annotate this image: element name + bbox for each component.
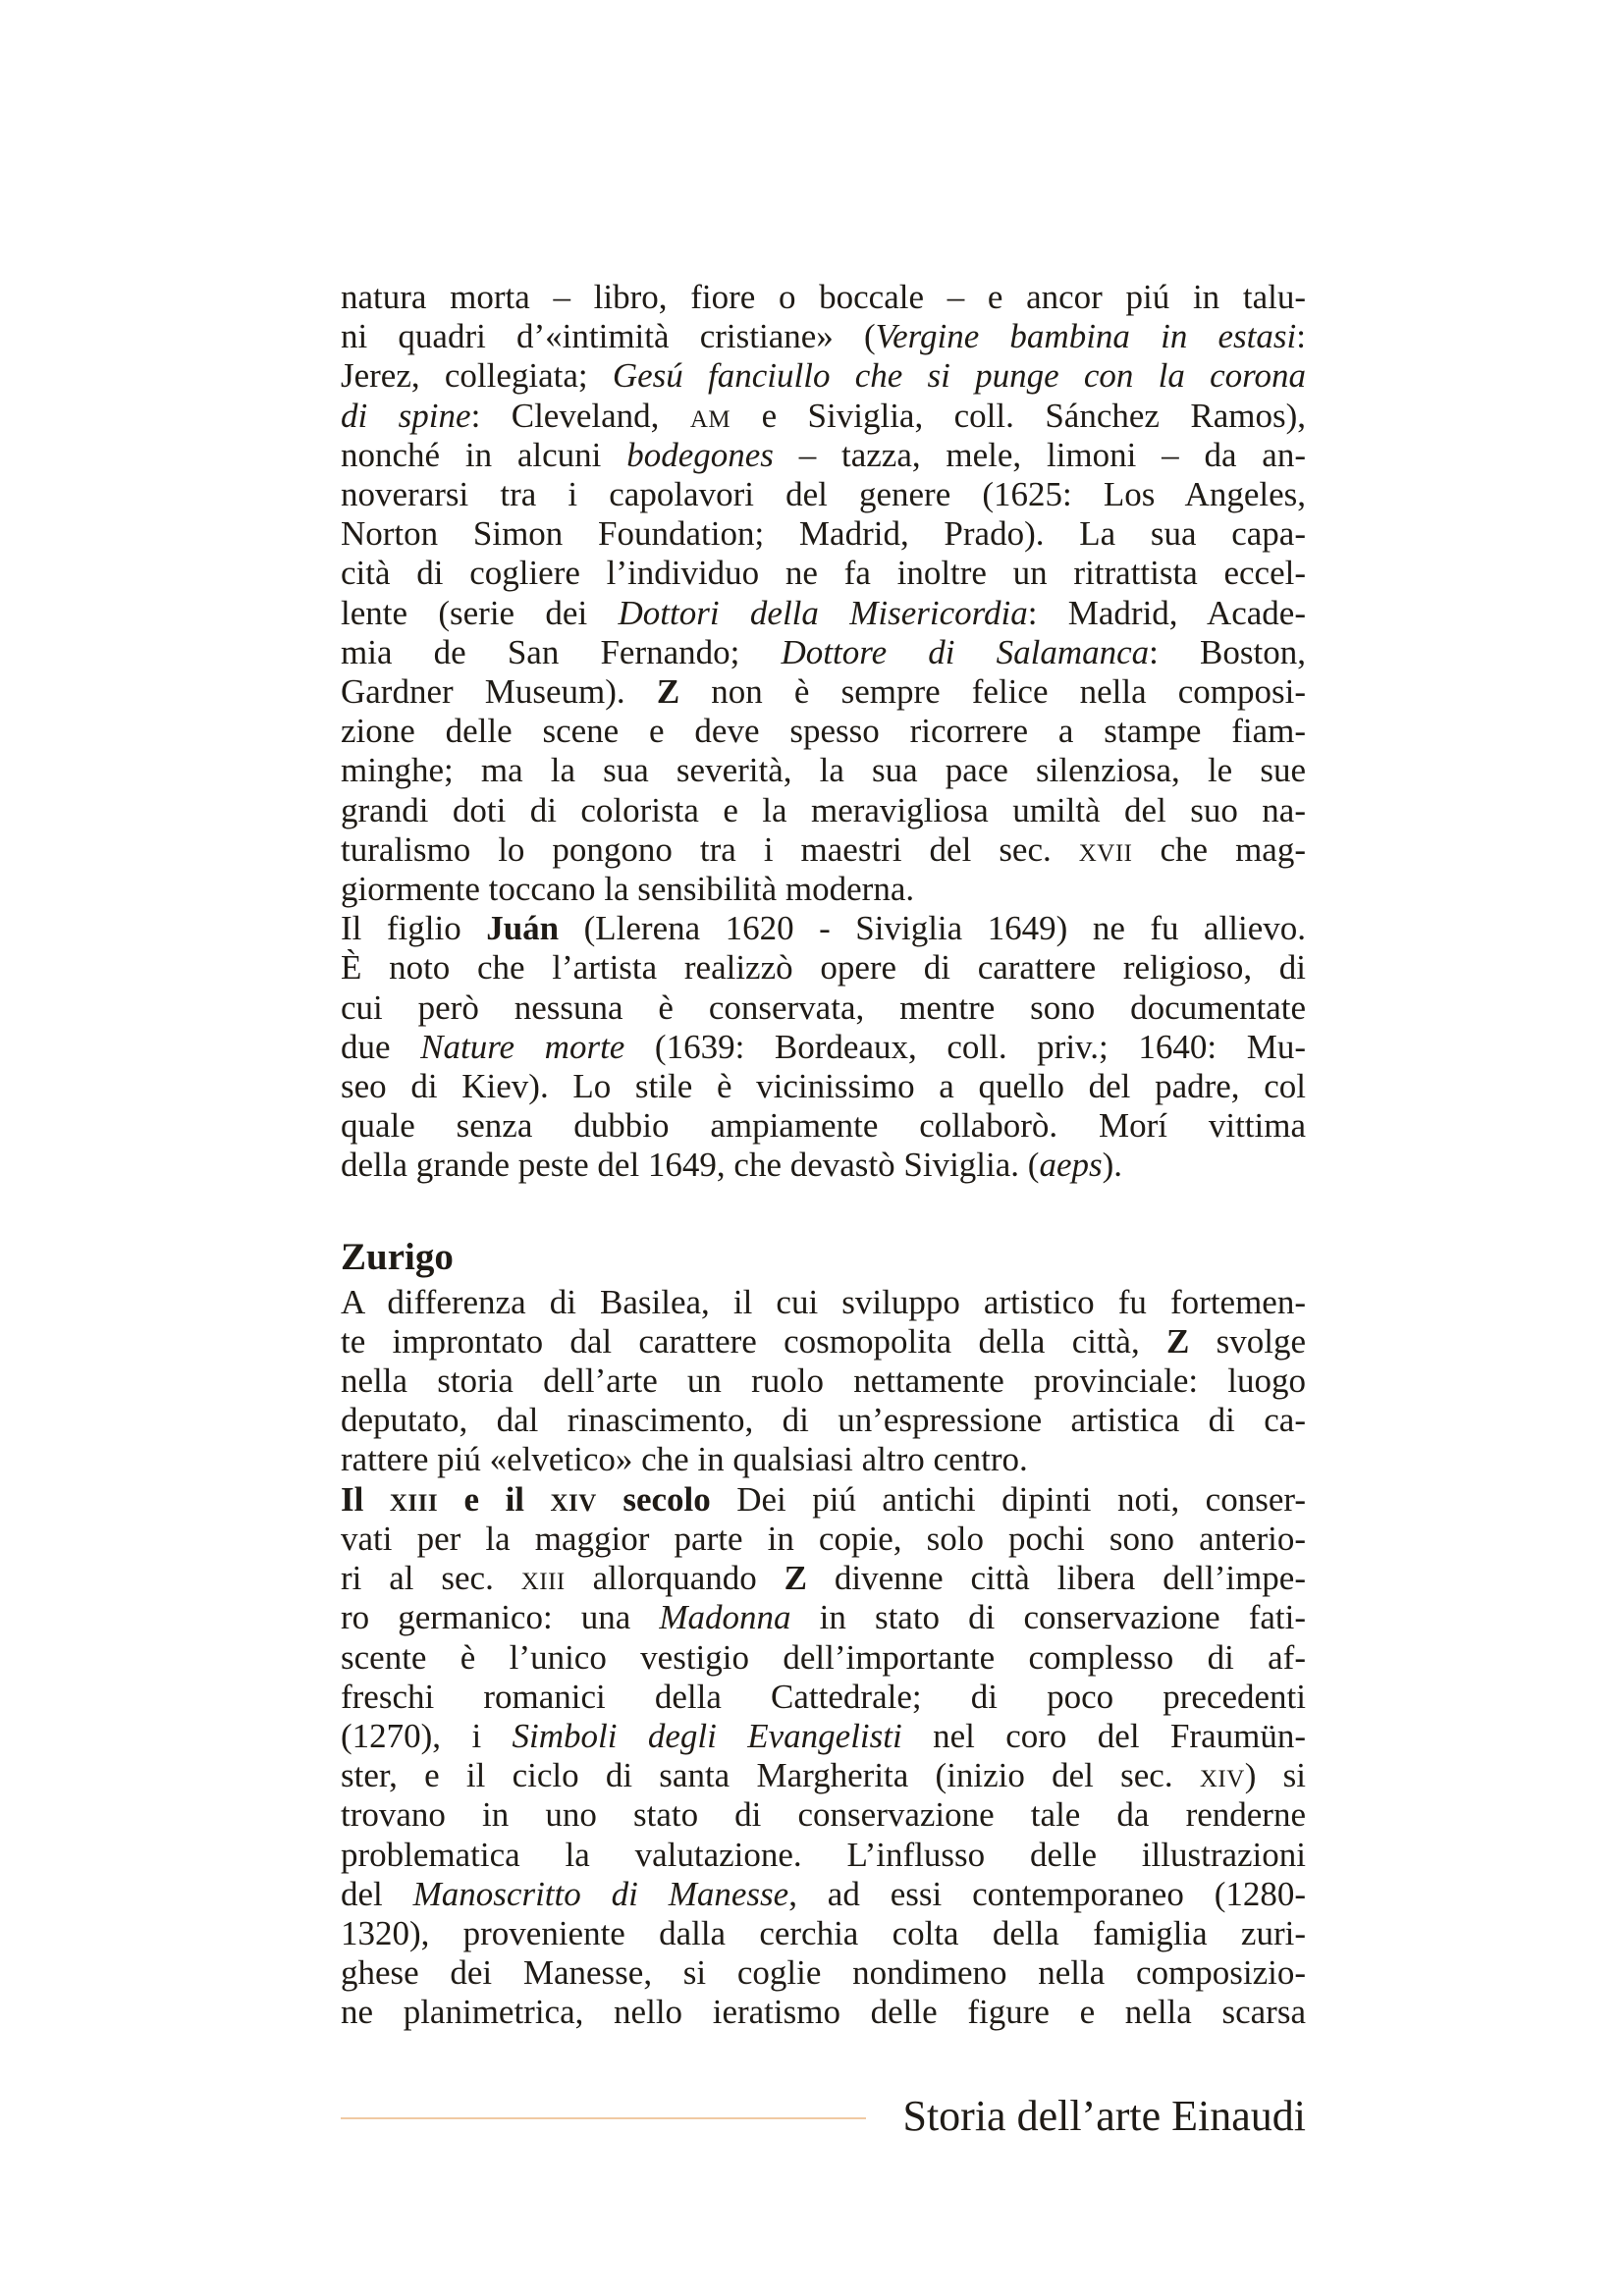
text-run: Il figlio [341, 909, 487, 948]
text-line [341, 1717, 1306, 1756]
text-run: ster, e il ciclo di santa Margherita (inizio del sec. [341, 1756, 1200, 1795]
text-line: scente è l’unico vestigio dell’importante complesso di af- [341, 1637, 1306, 1677]
museum-abbreviation: am [689, 396, 731, 435]
text-run: mia de San Fernando; [341, 632, 782, 671]
text-line: È noto che l’artista realizzò opere di carattere religioso, di [341, 948, 1306, 988]
author-initials: aeps [1039, 1146, 1103, 1185]
text-line: nella storia dell’arte un ruolo nettamente provinciale: luogo [341, 1362, 1306, 1401]
text-line [341, 633, 1306, 672]
text-run: del [341, 1874, 413, 1913]
entry-spacer [341, 1186, 1306, 1234]
text-line: cui però nessuna è conservata, mentre sono documentate [341, 988, 1306, 1027]
text-run: che mag- [1132, 829, 1306, 869]
text-line: cità di cogliere l’individuo ne fa inoltre un ritrattista eccel- [341, 554, 1306, 593]
text-line: giormente toccano la sensibilità moderna. [341, 870, 915, 909]
text-line: Norton Simon Foundation; Madrid, Prado). La sua capa- [341, 514, 1306, 554]
text-line [341, 594, 1306, 633]
text-line: freschi romanici della Cattedrale; di poco precedenti [341, 1677, 1306, 1716]
text-line: minghe; ma la sua severità, la sua pace silenziosa, le sue [341, 751, 1306, 790]
paragraph-juan [341, 909, 1306, 1185]
text-run: nonché in alcuni [341, 435, 627, 474]
text-run: non è sempre felice nella composi- [679, 672, 1306, 712]
text-run: (Llerena 1620 - Siviglia 1649) ne fu allievo. [559, 909, 1306, 948]
italic-term: bodegones [626, 435, 774, 474]
text-line: ne planimetrica, nello ieratismo delle figure e nella scarsa [341, 1993, 1306, 2032]
paragraph-zurbaran [341, 278, 1306, 909]
text-line [341, 1322, 1306, 1362]
text-line: noverarsi tra i capolavori del genere (1625: Los Angeles, [341, 475, 1306, 514]
text-line [341, 1480, 1306, 1520]
entry-zurigo [341, 1234, 1306, 2033]
text-run: due [341, 1027, 421, 1066]
artwork-title: Vergine bambina in estasi [875, 317, 1297, 356]
body-text [341, 278, 1306, 2033]
text-line [341, 1559, 1306, 1598]
artwork-title: Nature morte [420, 1027, 625, 1066]
text-line: trovano in uno stato di conservazione tale da renderne [341, 1795, 1306, 1835]
text-run: allorquando [565, 1559, 784, 1598]
text-line [341, 830, 1306, 870]
text-line [341, 397, 1306, 436]
text-run: Il [341, 1479, 390, 1519]
text-line [341, 1756, 1306, 1795]
text-line [341, 1028, 1306, 1067]
section-subheading [341, 1480, 711, 1519]
artwork-title: Manoscritto di Manesse [412, 1874, 789, 1913]
text-run: Gardner Museum). [341, 672, 657, 712]
text-run: ) si [1244, 1756, 1307, 1795]
century-numeral: xiii [520, 1559, 566, 1598]
text-run: : Cleveland, [470, 396, 690, 435]
text-run: turalismo lo pongono tra i maestri del sec. [341, 829, 1079, 869]
artwork-title: Madonna [659, 1598, 791, 1637]
text-line: grandi doti di colorista e la meravigliosa umiltà del suo na- [341, 790, 1306, 829]
century-numeral: xiv [550, 1479, 597, 1519]
entry-heading: Zurigo [341, 1235, 454, 1278]
artwork-title: Gesú fanciullo che si punge con la corona [612, 356, 1306, 396]
text-line: vati per la maggior parte in copie, solo pochi sono anterio- [341, 1519, 1306, 1558]
text-run: , ad essi contemporaneo (1280- [788, 1874, 1307, 1913]
person-name: Juán [486, 909, 560, 948]
artwork-title: Dottore di Salamanca [781, 632, 1150, 671]
text-line: ghese dei Manesse, si coglie nondimeno nella composizio- [341, 1953, 1306, 1993]
artwork-title: di spine [341, 396, 471, 435]
text-line [341, 317, 1306, 356]
text-run: e Siviglia, coll. Sánchez Ramos), [730, 396, 1306, 435]
century-numeral: xvii [1078, 829, 1133, 869]
text-run: ri al sec. [341, 1559, 521, 1598]
paragraph-intro [341, 1283, 1306, 1480]
artwork-title: Simboli degli Evangelisti [512, 1716, 902, 1755]
text-line: 1320), proveniente dalla cerchia colta della famiglia zuri- [341, 1913, 1306, 1952]
text-run: Jerez, collegiata; [341, 356, 613, 396]
text-run: – tazza, mele, limoni – da an- [773, 435, 1306, 474]
text-line [341, 1146, 1306, 1185]
text-run: ni quadri d’«intimità cristiane» ( [341, 317, 876, 356]
century-numeral: xiv [1199, 1756, 1245, 1795]
footer-publication-title: Storia dell’arte Einaudi [902, 2092, 1306, 2140]
text-line [341, 356, 1306, 396]
text-line: rattere piú «elvetico» che in qualsiasi altro centro. [341, 1440, 1028, 1479]
text-run: svolge [1189, 1321, 1306, 1361]
text-line: quale senza dubbio ampiamente collaborò. Morí vittima [341, 1106, 1306, 1146]
subject-abbreviation: Z [1165, 1321, 1190, 1361]
text-line: seo di Kiev). Lo stile è vicinissimo a quello del padre, col [341, 1067, 1306, 1106]
footer-rule [341, 2117, 866, 2119]
text-line: A differenza di Basilea, il cui sviluppo artistico fu fortemen- [341, 1282, 1306, 1321]
text-line [341, 672, 1306, 712]
paragraph-section [341, 1480, 1306, 2033]
text-line: problematica la valutazione. L’influsso delle illustrazioni [341, 1835, 1306, 1874]
text-line: natura morta – libro, fiore o boccale – e ancor piú in talu- [341, 278, 1306, 316]
text-run: te improntato dal carattere cosmopolita della città, [341, 1321, 1166, 1361]
text-line: zione delle scene e deve spesso ricorrere a stampe fiam- [341, 712, 1306, 751]
text-line [341, 436, 1306, 475]
text-line [341, 1875, 1306, 1914]
text-run: (1270), i [341, 1716, 513, 1755]
subject-abbreviation: Z [784, 1559, 808, 1598]
artwork-title: Dottori della Misericordia [618, 593, 1028, 632]
text-run: ro germanico: una [341, 1598, 660, 1637]
text-run: nel coro del Fraumün- [901, 1716, 1306, 1755]
century-numeral: xiii [389, 1479, 439, 1519]
text-line [341, 1598, 1306, 1637]
text-run: e il [438, 1479, 551, 1519]
text-run: secolo [596, 1479, 711, 1519]
text-run: : Boston, [1149, 632, 1306, 671]
text-run: ). [1102, 1146, 1123, 1185]
text-run: in stato di conservazione fati- [790, 1598, 1306, 1637]
text-run: della grande peste del 1649, che devastò Siviglia. ( [341, 1146, 1040, 1185]
text-run: Dei piú antichi dipinti noti, conser- [710, 1479, 1306, 1519]
subject-abbreviation: Z [656, 672, 680, 712]
text-run: : [1296, 317, 1306, 356]
text-run: : Madrid, Acade- [1027, 593, 1306, 632]
text-run: lente (serie dei [341, 593, 619, 632]
text-line [341, 909, 1306, 948]
text-run: divenne città libera dell’impe- [807, 1559, 1306, 1598]
text-run: (1639: Bordeaux, coll. priv.; 1640: Mu- [624, 1027, 1306, 1066]
text-line: deputato, dal rinascimento, di un’espressione artistica di ca- [341, 1401, 1306, 1440]
